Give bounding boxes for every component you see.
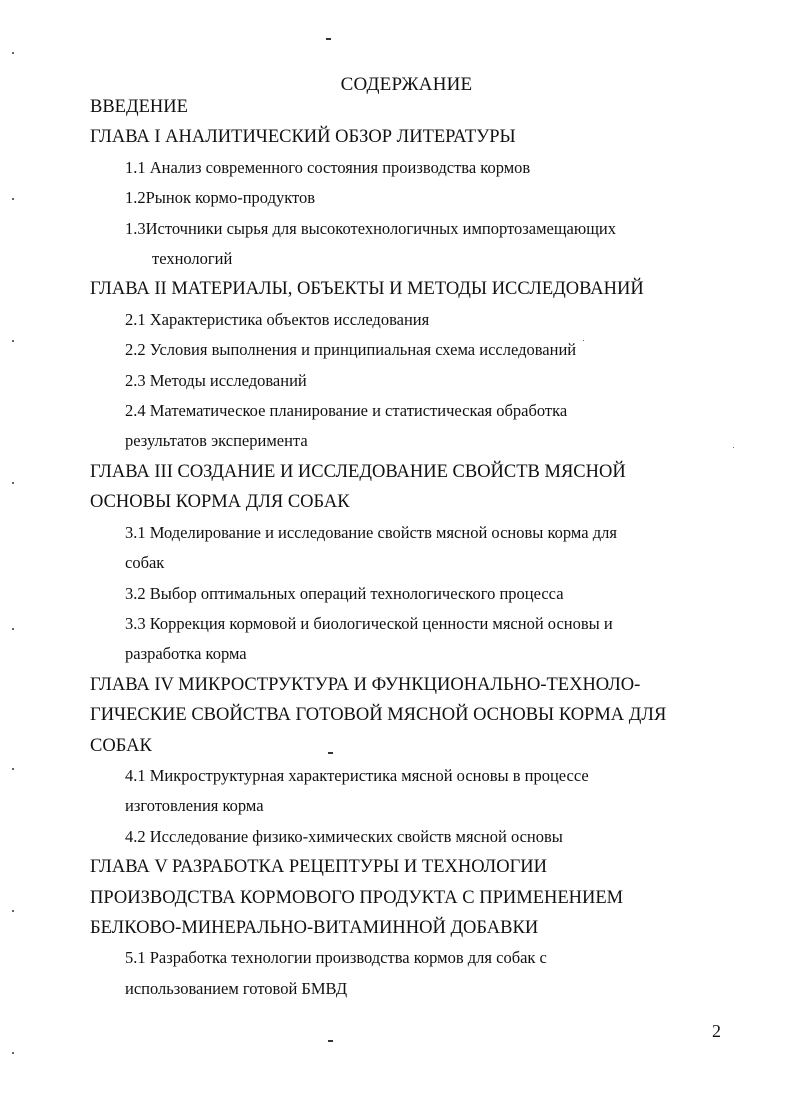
toc-section-5-1: 5.1 Разработка технологии производства кормов для собак с	[125, 948, 547, 968]
scan-speck	[326, 38, 331, 40]
toc-section-3-3-continued: разработка корма	[125, 644, 247, 664]
scan-speck	[328, 752, 333, 754]
scan-speck	[12, 340, 14, 342]
toc-chapter-2: ГЛАВА II МАТЕРИАЛЫ, ОБЪЕКТЫ И МЕТОДЫ ИССЛЕДОВАНИЙ	[90, 279, 644, 300]
scan-speck	[583, 340, 584, 341]
toc-section-5-1-continued: использованием готовой БМВД	[125, 978, 348, 998]
toc-chapter-4-continued: ГИЧЕСКИЕ СВОЙСТВА ГОТОВОЙ МЯСНОЙ ОСНОВЫ КОРМА ДЛЯ	[90, 705, 667, 726]
toc-section-4-1: 4.1 Микроструктурная характеристика мясной основы в процессе	[125, 765, 589, 785]
page-number: 2	[712, 1021, 721, 1041]
toc-section-2-4-continued: результатов эксперимента	[125, 431, 308, 451]
toc-chapter-5-continued: ПРОИЗВОДСТВА КОРМОВОГО ПРОДУКТА С ПРИМЕНЕНИЕМ	[90, 887, 624, 908]
scan-speck	[12, 52, 14, 54]
toc-chapter-3: ГЛАВА III СОЗДАНИЕ И ИССЛЕДОВАНИЕ СВОЙСТВ МЯСНОЙ	[90, 461, 626, 482]
toc-chapter-5: ГЛАВА V РАЗРАБОТКА РЕЦЕПТУРЫ И ТЕХНОЛОГИИ	[90, 857, 547, 878]
toc-chapter-introduction: ВВЕДЕНИЕ	[90, 97, 188, 117]
scan-speck	[12, 768, 14, 770]
scan-speck	[328, 1040, 333, 1042]
table-of-contents	[90, 92, 690, 1004]
toc-chapter-3-continued: ОСНОВЫ КОРМА ДЛЯ СОБАК	[90, 492, 350, 513]
toc-section-4-2: 4.2 Исследование физико-химических свойств мясной основы	[125, 826, 563, 846]
scan-speck	[12, 1052, 14, 1054]
scan-speck	[12, 910, 14, 912]
toc-section-1-1: 1.1 Анализ современного состояния производства кормов	[125, 157, 531, 177]
toc-section-2-3: 2.3 Методы исследований	[125, 370, 307, 390]
toc-section-1-3: 1.3Источники сырья для высокотехнологичных импортозамещающих	[125, 218, 616, 238]
toc-section-2-2: 2.2 Условия выполнения и принципиальная схема исследований	[125, 340, 577, 360]
toc-section-3-1: 3.1 Моделирование и исследование свойств мясной основы корма для	[125, 522, 617, 542]
page-title: СОДЕРЖАНИЕ	[340, 74, 473, 95]
scan-speck	[12, 198, 14, 200]
toc-section-1-3-continued: технологий	[152, 249, 233, 269]
toc-chapter-1: ГЛАВА I АНАЛИТИЧЕСКИЙ ОБЗОР ЛИТЕРАТУРЫ	[90, 127, 516, 148]
toc-section-4-1-continued: изготовления корма	[125, 796, 264, 816]
toc-chapter-4: ГЛАВА IV МИКРОСТРУКТУРА И ФУНКЦИОНАЛЬНО-ТЕХНОЛО-	[90, 674, 641, 695]
scan-speck	[12, 628, 14, 630]
toc-chapter-5-continued-2: БЕЛКОВО-МИНЕРАЛЬНО-ВИТАМИННОЙ ДОБАВКИ	[90, 917, 539, 938]
toc-section-3-3: 3.3 Коррекция кормовой и биологической ценности мясной основы и	[125, 613, 613, 633]
scan-speck	[733, 447, 734, 448]
toc-section-3-1-continued: собак	[125, 553, 165, 573]
toc-section-2-1: 2.1 Характеристика объектов исследования	[125, 309, 430, 329]
toc-section-2-4: 2.4 Математическое планирование и статистическая обработка	[125, 401, 568, 421]
toc-section-1-2: 1.2Рынок кормо-продуктов	[125, 188, 316, 208]
toc-section-3-2: 3.2 Выбор оптимальных операций технологического процесса	[125, 583, 564, 603]
toc-chapter-4-continued-2: СОБАК	[90, 735, 152, 756]
scan-speck	[12, 482, 14, 484]
